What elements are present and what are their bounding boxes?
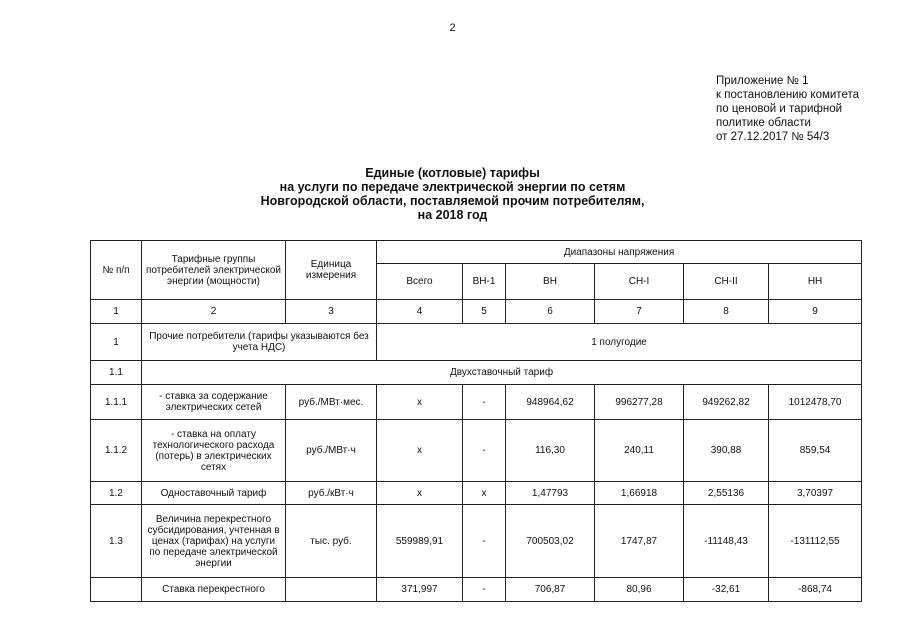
value-cell: 240,11 <box>595 420 684 482</box>
row-label: Прочие потребители (тарифы указываются без учета НДС) <box>142 324 377 361</box>
tariffs-table <box>90 240 862 602</box>
value-cell: 949262,82 <box>684 385 769 420</box>
row-num <box>91 578 142 602</box>
col-number: 7 <box>595 300 684 324</box>
value-cell: х <box>463 482 506 505</box>
col-number: 4 <box>377 300 463 324</box>
value-cell: х <box>377 482 463 505</box>
header-num: № п/п <box>91 241 142 300</box>
table-row <box>91 324 862 361</box>
row-unit: тыс. руб. <box>286 505 377 578</box>
col-number: 2 <box>142 300 286 324</box>
appendix-line: политике области <box>716 117 811 129</box>
row-num: 1 <box>91 324 142 361</box>
value-cell: 116,30 <box>506 420 595 482</box>
appendix-line: к постановлению комитета <box>716 89 859 101</box>
row-label: Одноставочный тариф <box>142 482 286 505</box>
value-cell: 948964,62 <box>506 385 595 420</box>
row-num: 1.1.1 <box>91 385 142 420</box>
value-cell: - <box>463 578 506 602</box>
header-col-sn2: СН-II <box>684 264 769 300</box>
value-cell: 706,87 <box>506 578 595 602</box>
row-label: Ставка перекрестного <box>142 578 286 602</box>
row-unit <box>286 578 377 602</box>
value-cell: 2,55136 <box>684 482 769 505</box>
table-row <box>91 420 862 482</box>
col-number: 1 <box>91 300 142 324</box>
section-label: Двухставочный тариф <box>142 361 862 385</box>
row-unit: руб./МВт·мес. <box>286 385 377 420</box>
header-col-vn1: ВН-1 <box>463 264 506 300</box>
value-cell: -32,61 <box>684 578 769 602</box>
page-number: 2 <box>449 22 456 34</box>
value-cell: х <box>377 420 463 482</box>
title-line: на услуги по передаче электрической энергии по сетям <box>279 180 626 194</box>
value-cell: 1,47793 <box>506 482 595 505</box>
title-line: на 2018 год <box>417 208 488 222</box>
col-number: 3 <box>286 300 377 324</box>
value-cell: - <box>463 505 506 578</box>
value-cell: 1012478,70 <box>769 385 862 420</box>
value-cell: 1,66918 <box>595 482 684 505</box>
value-cell: 80,96 <box>595 578 684 602</box>
value-cell: - <box>463 385 506 420</box>
col-number: 6 <box>506 300 595 324</box>
table-row <box>91 482 862 505</box>
header-col-sn1: СН-I <box>595 264 684 300</box>
row-num: 1.3 <box>91 505 142 578</box>
value-cell: 371,997 <box>377 578 463 602</box>
header-group: Тарифные группы потребителей электрической энергии (мощности) <box>142 241 286 300</box>
header-col-nn: НН <box>769 264 862 300</box>
value-cell: 996277,28 <box>595 385 684 420</box>
value-cell: - <box>463 420 506 482</box>
title-line: Единые (котловые) тарифы <box>365 166 540 180</box>
value-cell: -131112,55 <box>769 505 862 578</box>
table-row <box>91 361 862 385</box>
row-num: 1.2 <box>91 482 142 505</box>
header-unit: Единица измерения <box>286 241 377 300</box>
header-col-total: Всего <box>377 264 463 300</box>
appendix-line: по ценовой и тарифной <box>716 103 843 115</box>
col-number: 9 <box>769 300 862 324</box>
period-label: 1 полугодие <box>377 324 862 361</box>
value-cell: 1747,87 <box>595 505 684 578</box>
value-cell: 700503,02 <box>506 505 595 578</box>
document-title <box>0 166 905 222</box>
row-unit: руб./МВт·ч <box>286 420 377 482</box>
row-unit: руб./кВт·ч <box>286 482 377 505</box>
table-row <box>91 385 862 420</box>
header-col-vn: ВН <box>506 264 595 300</box>
appendix-note <box>716 74 896 144</box>
appendix-line: Приложение № 1 <box>716 75 809 87</box>
table-row <box>91 505 862 578</box>
column-number-row <box>91 300 862 324</box>
value-cell: 390,88 <box>684 420 769 482</box>
row-label: - ставка за содержание электрических сетей <box>142 385 286 420</box>
value-cell: х <box>377 385 463 420</box>
col-number: 8 <box>684 300 769 324</box>
row-num: 1.1 <box>91 361 142 385</box>
value-cell: 559989,91 <box>377 505 463 578</box>
value-cell: -868,74 <box>769 578 862 602</box>
appendix-line: от 27.12.2017 № 54/3 <box>716 131 830 143</box>
value-cell: -11148,43 <box>684 505 769 578</box>
row-label: Величина перекрестного субсидирования, учтенная в ценах (тарифах) на услуги по передаче электрической энергии <box>142 505 286 578</box>
row-label: - ставка на оплату технологического расхода (потерь) в электрических сетях <box>142 420 286 482</box>
value-cell: 3,70397 <box>769 482 862 505</box>
table-row <box>91 578 862 602</box>
title-line: Новгородской области, поставляемой прочим потребителям, <box>260 194 645 208</box>
row-num: 1.1.2 <box>91 420 142 482</box>
value-cell: 859,54 <box>769 420 862 482</box>
col-number: 5 <box>463 300 506 324</box>
header-ranges: Диапазоны напряжения <box>377 241 862 264</box>
